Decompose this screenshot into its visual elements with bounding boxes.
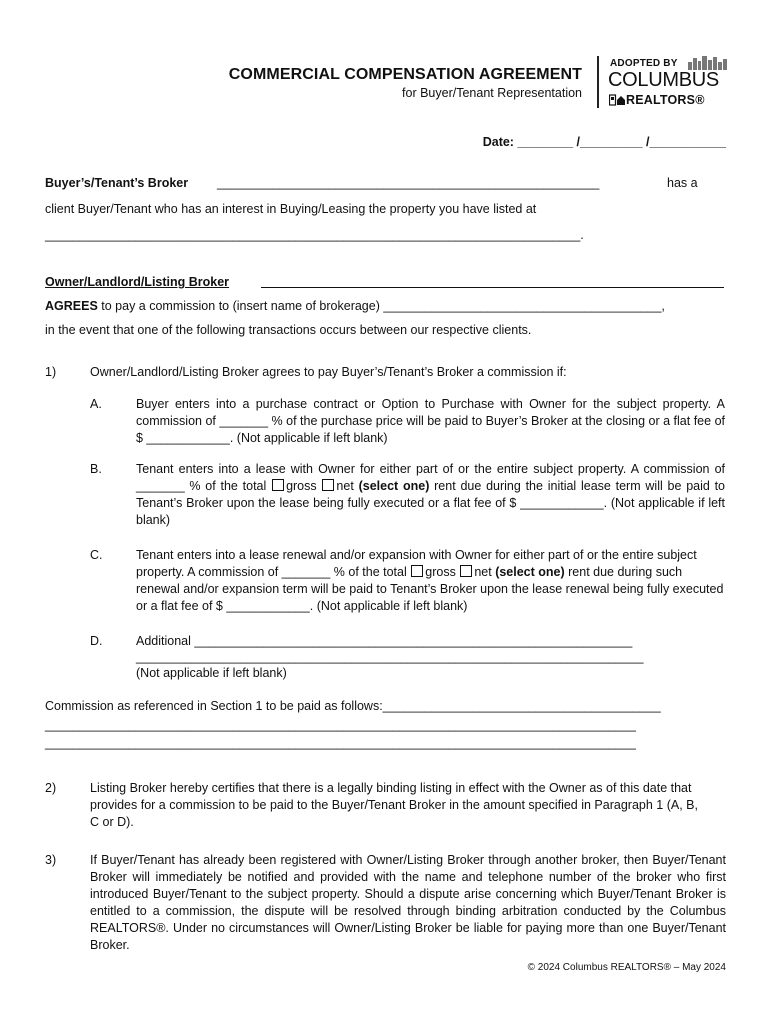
- section-3-number: 3): [45, 853, 57, 867]
- item-b-letter: B.: [90, 462, 102, 476]
- logo-divider: [597, 56, 599, 108]
- item-c-text[interactable]: [136, 547, 725, 615]
- item-d-letter: D.: [90, 634, 103, 648]
- item-d-not-applicable: (Not applicable if left blank): [136, 666, 287, 680]
- agrees-text[interactable]: to pay a commission to (insert name of brokerage) ________________________________________,: [101, 299, 665, 313]
- property-address-field[interactable]: _____________________________________________________________________________.: [45, 228, 584, 242]
- document-title: COMMERCIAL COMPENSATION AGREEMENT: [228, 66, 582, 83]
- realtor-house-icon: [609, 94, 625, 106]
- section-1-number: 1): [45, 365, 57, 379]
- item-b-select-one: (select one): [358, 479, 430, 493]
- copyright-footer: © 2024 Columbus REALTORS® – May 2024: [527, 962, 726, 973]
- logo-realtors: REALTORS®: [626, 93, 705, 107]
- item-b-gross-checkbox[interactable]: [272, 479, 284, 491]
- buyer-broker-name-field[interactable]: _______________________________________________________: [217, 176, 600, 190]
- item-b-net-checkbox[interactable]: [322, 479, 334, 491]
- item-d-additional-field[interactable]: Additional _______________________________________________________________: [136, 634, 633, 648]
- commission-terms-line-3[interactable]: _____________________________________________________________________________________: [45, 736, 636, 750]
- skyline-icon: [688, 56, 728, 70]
- buyer-broker-label: Buyer’s/Tenant’s Broker: [45, 176, 189, 190]
- item-b-text[interactable]: [136, 461, 725, 529]
- section-3-text: If Buyer/Tenant has already been registered with Owner/Listing Broker through another broker, then Buyer/Tenant Broker will immediately be notified and provided with the name and telephone number of the broker who first introduced Buyer/Tenant to the subject property. Should a dispute arise concerning which Buyer/Tenant Broker is entitled to a commission, the dispute will be resolved through binding arbitration conducted by the Columbus REALTORS®. Under no circumstances will Owner/Listing Broker be liable for paying more than one Buyer/Tenant Broker.: [90, 853, 726, 952]
- item-d-additional-line-2[interactable]: _________________________________________________________________________: [136, 650, 644, 664]
- document-subtitle: for Buyer/Tenant Representation: [402, 86, 582, 100]
- section-1-intro: Owner/Landlord/Listing Broker agrees to pay Buyer’s/Tenant’s Broker a commission if:: [90, 365, 567, 379]
- owner-broker-name-field[interactable]: [261, 287, 724, 288]
- owner-broker-label: Owner/Landlord/Listing Broker: [45, 275, 230, 289]
- commission-terms-line-2[interactable]: _____________________________________________________________________________________: [45, 718, 636, 732]
- item-a-text[interactable]: Buyer enters into a purchase contract or Option to Purchase with Owner for the subject property. A commission of _______ % of the purchase price will be paid to Buyer’s Broker at the closing or a flat fee of $ ____________. (Not applicable if left blank): [136, 397, 725, 445]
- item-c-net-checkbox[interactable]: [460, 565, 472, 577]
- buyer-broker-suffix: has a: [667, 176, 698, 190]
- item-a-letter: A.: [90, 397, 102, 411]
- item-b-text-2: rent due during the initial lease term will be paid to Tenant’s Broker upon the lease being fully executed or a flat fee of $ ____________. (Not applicable if left blank): [136, 479, 726, 527]
- item-c-text-1: Tenant enters into a lease renewal and/or expansion with Owner for either part of or the entire subject property. A commission of _______ % of the total: [136, 548, 697, 579]
- item-c-gross-label: gross: [425, 565, 456, 579]
- item-c-select-one: (select one): [495, 565, 565, 579]
- logo-columbus: COLUMBUS: [608, 69, 719, 91]
- section-2-text: Listing Broker hereby certifies that there is a legally binding listing in effect with the Owner as of this date that provides for a commission to be paid to the Buyer/Tenant Broker in the amount specified in Paragraph 1 (A, B, C or D).: [90, 781, 698, 829]
- event-text: in the event that one of the following transactions occurs between our respective clients.: [45, 323, 532, 337]
- item-b-text-1: Tenant enters into a lease with Owner for either part of or the entire subject property. A commission of _______ % of the total: [136, 462, 725, 493]
- item-c-gross-checkbox[interactable]: [411, 565, 423, 577]
- date-field[interactable]: Date: ________ /_________ /___________: [482, 135, 726, 149]
- item-b-gross-label: gross: [286, 479, 317, 493]
- logo-adopted-by: ADOPTED BY: [610, 58, 678, 69]
- agrees-line: [45, 298, 735, 315]
- buyer-client-text: client Buyer/Tenant who has an interest in Buying/Leasing the property you have listed at: [45, 202, 537, 216]
- agrees-word: AGREES: [45, 299, 98, 313]
- item-b-net-label: net: [336, 479, 354, 493]
- item-c-letter: C.: [90, 548, 103, 562]
- commission-terms-field[interactable]: Commission as referenced in Section 1 to be paid as follows:________________________________________: [45, 699, 661, 713]
- item-c-text-2: rent due during such renewal and/or expansion term will be paid to Tenant’s Broker upon the lease renewal being fully executed or a flat fee of $ ____________. (Not applicable if left blank): [136, 565, 724, 613]
- section-2-number: 2): [45, 781, 57, 795]
- columbus-realtors-logo: [606, 56, 730, 112]
- item-c-net-label: net: [474, 565, 492, 579]
